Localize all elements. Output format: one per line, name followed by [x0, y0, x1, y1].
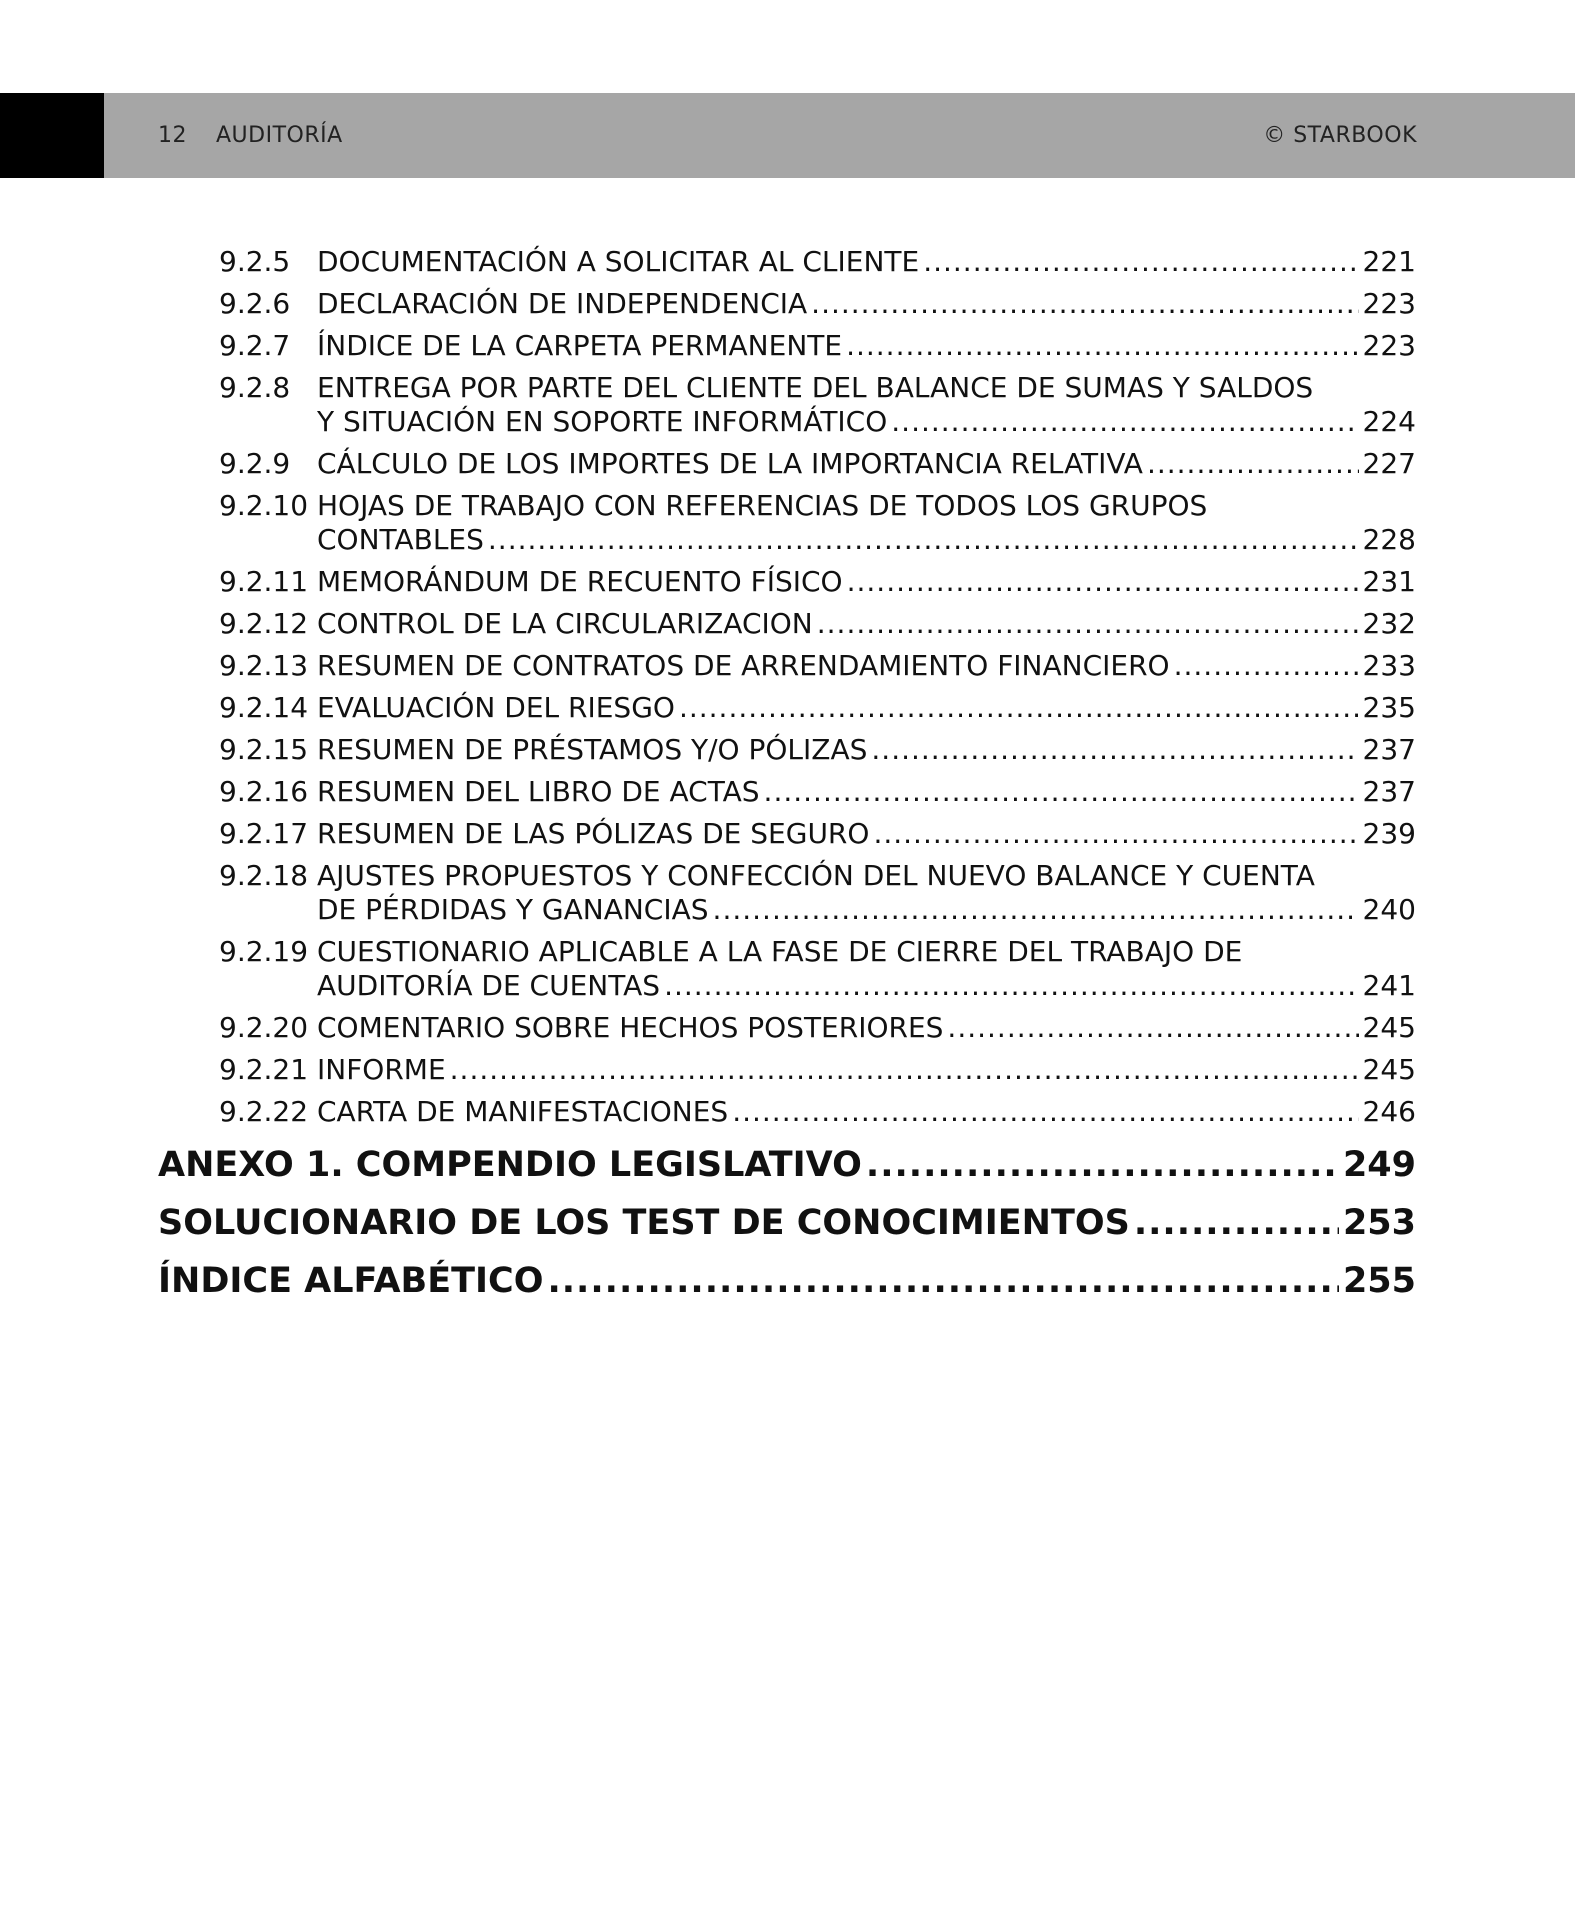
- toc-entry: [158, 817, 1416, 851]
- toc-entry-page: 232: [1362, 607, 1416, 640]
- toc-entry-page: 239: [1362, 817, 1416, 850]
- toc-entry: [158, 1095, 1416, 1129]
- toc-entry: [158, 287, 1416, 321]
- dot-leader: [1147, 447, 1359, 481]
- dot-leader: [679, 691, 1359, 725]
- toc-entry-page: 221: [1362, 245, 1416, 278]
- toc-main-entry: [158, 1203, 1416, 1243]
- toc-entry-title: CONTABLES: [317, 523, 484, 556]
- toc-entry-number: 9.2.6: [219, 287, 291, 320]
- toc-entry-title: HOJAS DE TRABAJO CON REFERENCIAS DE TODOS LOS GRUPOS: [317, 489, 1208, 522]
- toc-entry-page: 227: [1362, 447, 1416, 480]
- toc-entry-title: DOCUMENTACIÓN A SOLICITAR AL CLIENTE: [317, 245, 920, 278]
- toc-entry-number: 9.2.5: [219, 245, 291, 278]
- toc-entry-page: 246: [1362, 1095, 1416, 1128]
- toc-main-entry: [158, 1145, 1416, 1185]
- dot-leader: [891, 405, 1358, 439]
- dot-leader: [947, 1011, 1358, 1045]
- toc-entry: [158, 329, 1416, 363]
- toc-entry: [158, 1011, 1416, 1045]
- toc-main-entry: [158, 1261, 1416, 1301]
- toc-entry-title: INFORME: [317, 1053, 446, 1086]
- toc-entry-page: 223: [1362, 287, 1416, 320]
- toc-entry: [158, 1053, 1416, 1087]
- header-page-number: 12: [158, 123, 187, 148]
- dot-leader: [1174, 649, 1359, 683]
- toc-entry-number: 9.2.20: [219, 1011, 309, 1044]
- toc-entry-number: 9.2.21: [219, 1053, 309, 1086]
- toc-entry-number: 9.2.22: [219, 1095, 309, 1128]
- toc-entry-page: 224: [1362, 405, 1416, 438]
- toc-entry-number: 9.2.18: [219, 859, 309, 892]
- dot-leader: [547, 1261, 1338, 1301]
- toc-entry-number: 9.2.15: [219, 733, 309, 766]
- toc-entry-number: 9.2.9: [219, 447, 291, 480]
- dot-leader: [713, 893, 1359, 927]
- toc-entry-page: 233: [1362, 649, 1416, 682]
- toc-entry-number: 9.2.11: [219, 565, 309, 598]
- toc-entry: [158, 371, 1416, 439]
- toc-entry-number: 9.2.14: [219, 691, 309, 724]
- toc-entry-number: 9.2.13: [219, 649, 309, 682]
- toc-entry-title: MEMORÁNDUM DE RECUENTO FÍSICO: [317, 565, 843, 598]
- header-book-title: AUDITORÍA: [216, 123, 343, 148]
- header-publisher: © STARBOOK: [1263, 123, 1417, 148]
- toc-entry: [158, 775, 1416, 809]
- toc-entry-page: 241: [1362, 969, 1416, 1002]
- toc-entry-page: 237: [1362, 733, 1416, 766]
- toc-entry-page: 231: [1362, 565, 1416, 598]
- toc-main-page: 253: [1342, 1203, 1416, 1243]
- toc-entry: [158, 691, 1416, 725]
- toc-entry-page: 237: [1362, 775, 1416, 808]
- toc-entry-number: 9.2.19: [219, 935, 309, 968]
- dot-leader: [817, 607, 1359, 641]
- dot-leader: [923, 245, 1358, 279]
- toc-entry: [158, 859, 1416, 927]
- table-of-contents: [158, 245, 1416, 1319]
- toc-entry-page: 228: [1362, 523, 1416, 556]
- toc-entry-title: EVALUACIÓN DEL RIESGO: [317, 691, 675, 724]
- toc-entry-title: COMENTARIO SOBRE HECHOS POSTERIORES: [317, 1011, 944, 1044]
- toc-entry-title: Y SITUACIÓN EN SOPORTE INFORMÁTICO: [317, 405, 888, 438]
- toc-entry-title: AUDITORÍA DE CUENTAS: [317, 969, 661, 1002]
- toc-entry-title: RESUMEN DE LAS PÓLIZAS DE SEGURO: [317, 817, 870, 850]
- toc-entry-title: CUESTIONARIO APLICABLE A LA FASE DE CIERRE DEL TRABAJO DE: [317, 935, 1243, 968]
- header-black-tab: [0, 93, 104, 178]
- toc-entry: [158, 245, 1416, 279]
- toc-entry-number: 9.2.12: [219, 607, 309, 640]
- toc-entry-title: DE PÉRDIDAS Y GANANCIAS: [317, 893, 709, 926]
- toc-entry-title: CÁLCULO DE LOS IMPORTES DE LA IMPORTANCIA RELATIVA: [317, 447, 1143, 480]
- toc-entry-title: ENTREGA POR PARTE DEL CLIENTE DEL BALANCE DE SUMAS Y SALDOS: [317, 371, 1314, 404]
- dot-leader: [450, 1053, 1359, 1087]
- toc-main-page: 255: [1342, 1261, 1416, 1301]
- dot-leader: [664, 969, 1358, 1003]
- toc-entry-title: RESUMEN DE CONTRATOS DE ARRENDAMIENTO FINANCIERO: [317, 649, 1170, 682]
- toc-entry: [158, 733, 1416, 767]
- dot-leader: [873, 817, 1358, 851]
- dot-leader: [1134, 1203, 1339, 1243]
- toc-entry-number: 9.2.8: [219, 371, 291, 404]
- toc-entry-number: 9.2.17: [219, 817, 309, 850]
- toc-subsection-list: [158, 245, 1416, 1129]
- toc-entry-title: AJUSTES PROPUESTOS Y CONFECCIÓN DEL NUEVO BALANCE Y CUENTA: [317, 859, 1315, 892]
- toc-entry-number: 9.2.16: [219, 775, 309, 808]
- toc-main-title: ANEXO 1. COMPENDIO LEGISLATIVO: [158, 1145, 862, 1185]
- toc-entry: [158, 489, 1416, 557]
- toc-entry: [158, 565, 1416, 599]
- toc-entry: [158, 607, 1416, 641]
- toc-entry-page: 245: [1362, 1053, 1416, 1086]
- toc-entry-title: DECLARACIÓN DE INDEPENDENCIA: [317, 287, 808, 320]
- dot-leader: [866, 1145, 1339, 1185]
- toc-entry-number: 9.2.10: [219, 489, 309, 522]
- toc-entry-page: 240: [1362, 893, 1416, 926]
- toc-entry-title: CONTROL DE LA CIRCULARIZACION: [317, 607, 813, 640]
- dot-leader: [846, 329, 1358, 363]
- toc-entry-title: RESUMEN DEL LIBRO DE ACTAS: [317, 775, 760, 808]
- toc-main-title: SOLUCIONARIO DE LOS TEST DE CONOCIMIENTOS: [158, 1203, 1130, 1243]
- toc-entry-page: 223: [1362, 329, 1416, 362]
- dot-leader: [871, 733, 1358, 767]
- dot-leader: [764, 775, 1359, 809]
- dot-leader: [732, 1095, 1358, 1129]
- toc-entry-title: CARTA DE MANIFESTACIONES: [317, 1095, 729, 1128]
- toc-main-title: ÍNDICE ALFABÉTICO: [158, 1261, 544, 1301]
- toc-main-list: [158, 1145, 1416, 1301]
- toc-entry: [158, 447, 1416, 481]
- toc-entry-title: RESUMEN DE PRÉSTAMOS Y/O PÓLIZAS: [317, 733, 868, 766]
- running-header: [0, 93, 1575, 178]
- dot-leader: [488, 523, 1359, 557]
- toc-entry-title: ÍNDICE DE LA CARPETA PERMANENTE: [317, 329, 843, 362]
- toc-entry: [158, 649, 1416, 683]
- toc-entry-page: 235: [1362, 691, 1416, 724]
- toc-entry-page: 245: [1362, 1011, 1416, 1044]
- dot-leader: [847, 565, 1359, 599]
- toc-entry-number: 9.2.7: [219, 329, 291, 362]
- toc-entry: [158, 935, 1416, 1003]
- toc-main-page: 249: [1342, 1145, 1416, 1185]
- dot-leader: [811, 287, 1358, 321]
